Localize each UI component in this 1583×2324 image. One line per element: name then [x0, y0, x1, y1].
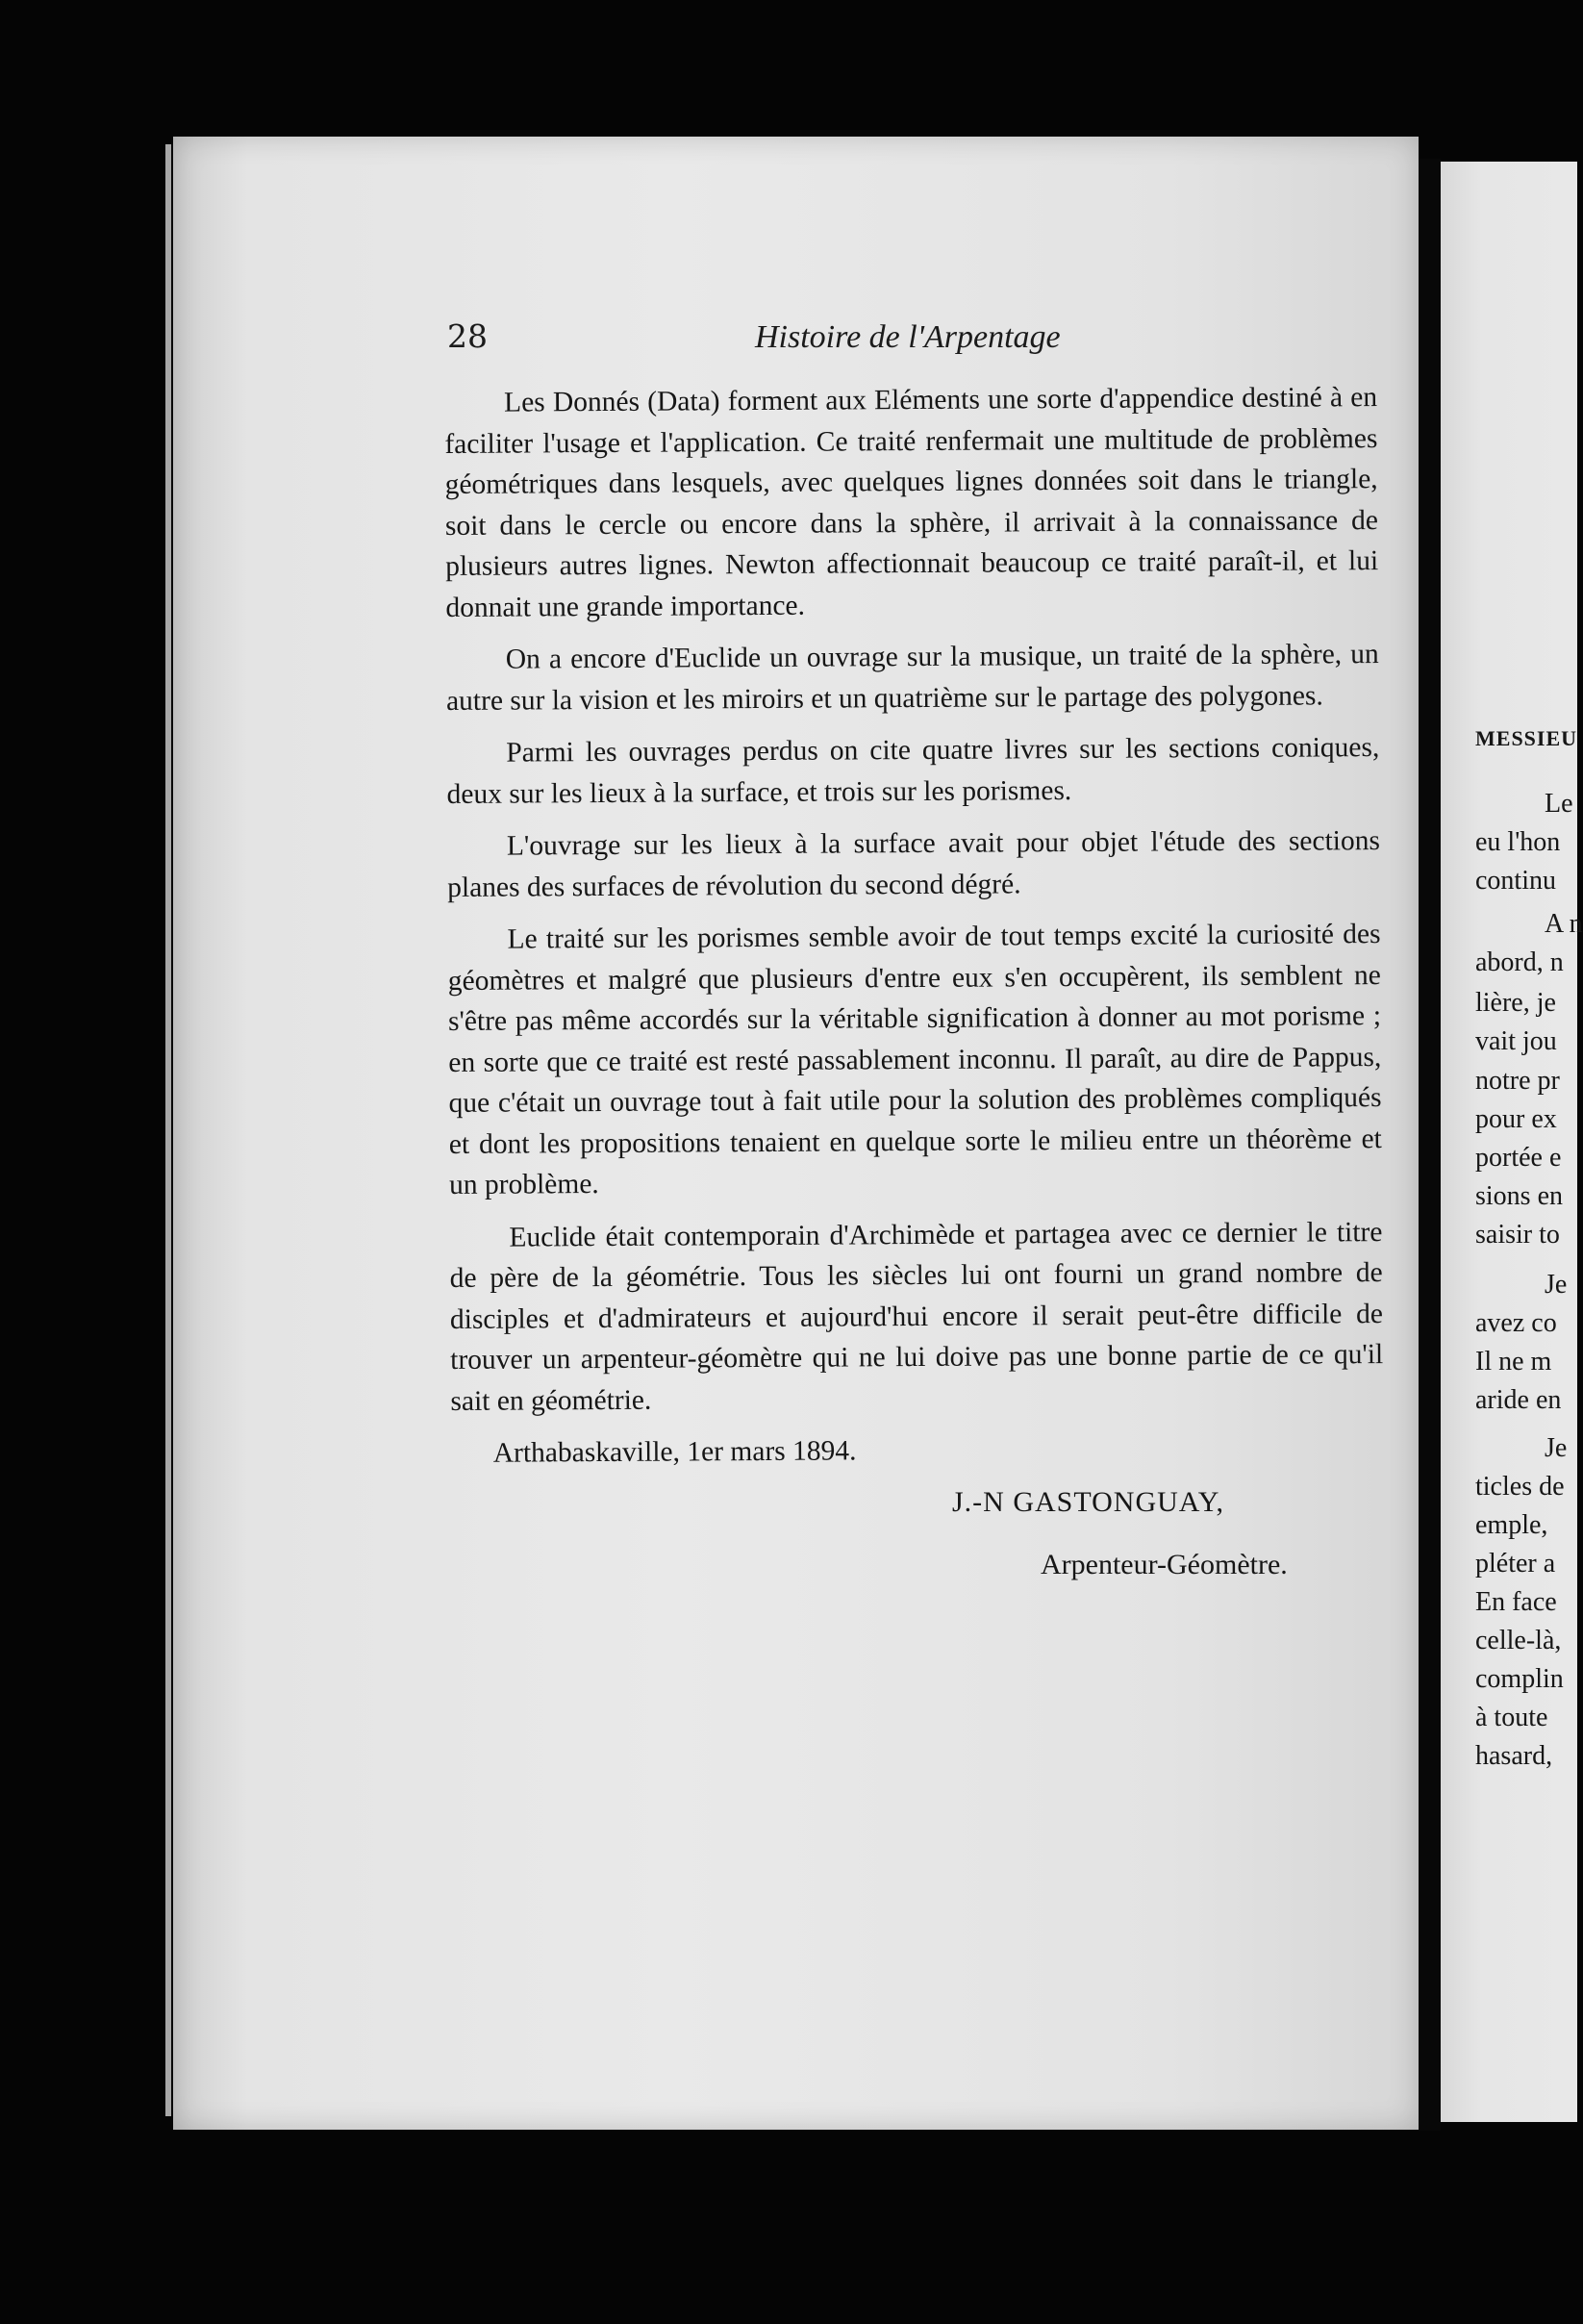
signature: J.-N GASTONGUAY,: [952, 1486, 1224, 1518]
paragraph: L'ouvrage sur les lieux à la surface avait pour objet l'étude des sections planes des surfaces de révolution du second dégré.: [447, 825, 1381, 903]
facing-page-line: Il ne m: [1475, 1347, 1552, 1377]
facing-page-line: pléter a: [1475, 1549, 1556, 1579]
facing-page-line: notre pr: [1475, 1066, 1560, 1096]
facing-page-line: saisir to: [1475, 1220, 1560, 1250]
facing-page-line: abord, n: [1475, 947, 1564, 977]
facing-page-line: MESSIEU: [1475, 726, 1578, 750]
book-gutter: [1419, 159, 1441, 2131]
paragraph: Parmi les ouvrages perdus on cite quatre livres sur les sections coniques, deux sur les lieux à la surface, et trois sur les porismes.: [446, 732, 1380, 810]
facing-page-line: emple,: [1475, 1510, 1548, 1540]
facing-page-line: sions en: [1475, 1181, 1563, 1211]
facing-page-line: avez co: [1475, 1308, 1557, 1338]
facing-page-line: celle-là,: [1475, 1626, 1562, 1655]
paragraph: Le traité sur les porismes semble avoir de tout temps excité la curiosité des géomètres et malgré que plusieurs d'entre eux s'en occupèrent, ils semblent ne s'être pas même accordés sur la véritable signification à donner au mot porisme ; en sorte que ce traité est resté passablement inconnu. Il paraît, au dire de Pappus, que c'était un ouvrage tout à fait utile pour la solution des problèmes compliqués et dont les propositions tenaient en quelque sorte le milieu entre un théorème et un problème.: [447, 919, 1382, 1200]
facing-page-line: En face: [1475, 1587, 1557, 1617]
facing-page-line: pour ex: [1475, 1104, 1557, 1134]
running-title: Histoire de l'Arpentage: [755, 319, 1061, 355]
facing-page-line: Le: [1545, 789, 1573, 819]
page-edge-left: [165, 144, 171, 2116]
facing-page-line: vait jou: [1475, 1026, 1557, 1056]
facing-page-line: Je: [1545, 1433, 1568, 1463]
facing-page-line: complin: [1475, 1664, 1564, 1694]
facing-page-line: hasard,: [1475, 1741, 1553, 1771]
facing-page-line: Je: [1545, 1270, 1568, 1300]
paragraph: Euclide était contemporain d'Archimède et partagea avec ce dernier le titre de père de la géométrie. Tous les siècles lui ont fourni un grand nombre de disciples et d'admirateurs et aujourd'hui encore il serait peut-être difficile de trouver un arpenteur-géomètre qui ne lui doive pas une bonne partie de ce qu'il sait en géométrie.: [449, 1216, 1384, 1417]
facing-page-line: ticles de: [1475, 1472, 1565, 1502]
facing-page-line: à toute: [1475, 1703, 1548, 1732]
paragraph: Les Donnés (Data) forment aux Eléments une sorte d'appendice destiné à en faciliter l'usage et l'application. Ce traité renfermait une multitude de problèmes géométriques dans lesquels, avec quelques lignes données soit dans le triangle, soit dans le cercle ou encore dans la sphère, il arrivait à la connaissance de plusieurs autres lignes. Newton affectionnait beaucoup ce traité paraît-il, et lui donnait une grande importance.: [444, 382, 1379, 623]
signature-title: Arpenteur-Géomètre.: [1041, 1549, 1288, 1580]
body-text: [444, 377, 1384, 1474]
facing-page-line: continu: [1475, 866, 1556, 896]
facing-page-line: portée e: [1475, 1143, 1562, 1173]
facing-page-line: aride en: [1475, 1385, 1562, 1415]
dateline: Arthabaskaville, 1er mars 1894.: [492, 1435, 857, 1469]
facing-page-line: eu l'hon: [1475, 827, 1561, 857]
facing-page: [1441, 162, 1583, 2122]
page-header: [447, 317, 1409, 366]
facing-page-line: A n: [1545, 909, 1583, 939]
facing-page-line: lière, je: [1475, 988, 1556, 1018]
page-number: 28: [447, 317, 488, 355]
paragraph: On a encore d'Euclide un ouvrage sur la musique, un traité de la sphère, un autre sur la vision et les miroirs et un quatrième sur le partage des polygones.: [445, 639, 1379, 717]
